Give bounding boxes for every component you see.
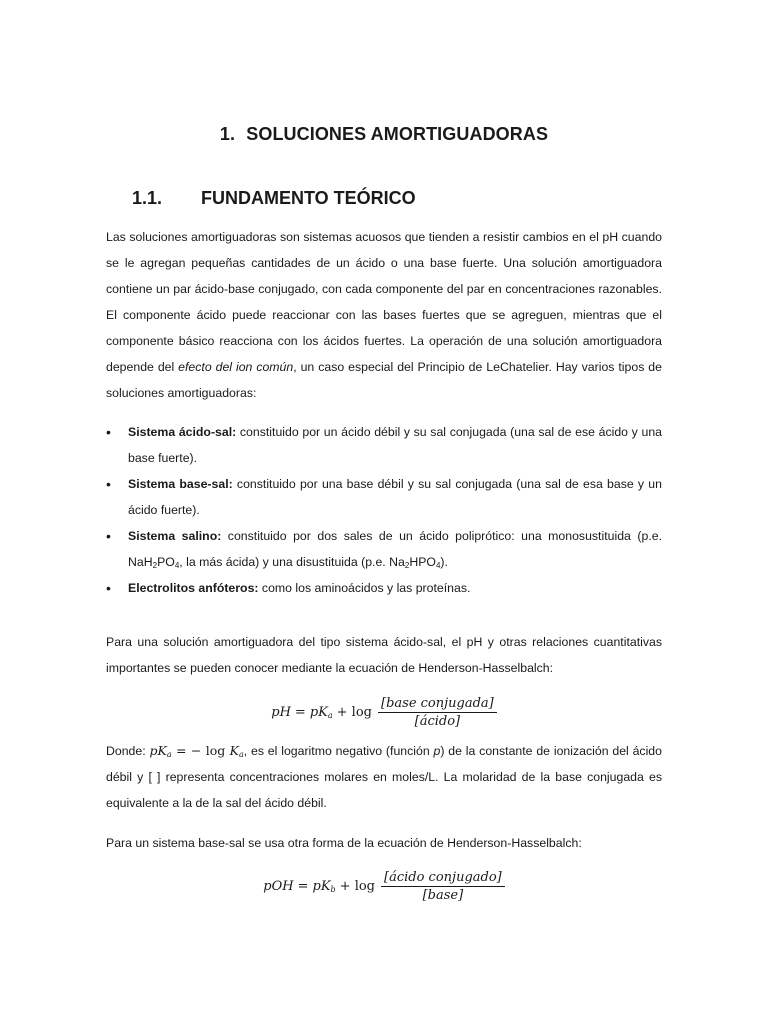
list-item	[106, 471, 662, 523]
list-item-title: Sistema base-sal:	[128, 477, 233, 491]
math-pk: pK	[149, 743, 167, 758]
eq-denominator: [ácido]	[414, 714, 461, 729]
subscript: 4	[435, 561, 441, 570]
paragraph-text: , es el logaritmo negativo (función	[243, 744, 434, 758]
eq-fraction	[378, 696, 497, 729]
subscript: 4	[174, 561, 180, 570]
eq-lhs: pOH	[263, 879, 294, 894]
section-heading	[132, 188, 416, 209]
eq-pk-sub: a	[327, 711, 333, 720]
list-item-title: Electrolitos anfóteros:	[128, 581, 259, 595]
list-item	[106, 419, 662, 471]
list-item	[106, 575, 662, 601]
henderson-intro-paragraph	[106, 629, 662, 681]
intro-text-a: Las soluciones amortiguadoras son sistemas acuosos que tienden a resistir cambios en el pH cuando se le agregan pequeñas cantidades de un ácido o una base fuerte. Una solución amortiguadora contiene un par ácido-base conjugado, con cada componente del par en concentraciones razonables. El componente ácido puede reaccionar con las bases fuertes que se agreguen, mientras que el componente básico reacciona con los ácidos fuertes. La operación de una solución amortiguadora depende del	[106, 230, 662, 374]
paragraph-text: ) de la constante de ionización del ácido débil y [ ] representa concentraciones molares en moles/L. La molaridad de la base conjugada es equivalente a la de la sal del ácido débil.	[106, 744, 662, 810]
eq-numerator: [ácido conjugado]	[381, 870, 505, 887]
eq-lhs: pH	[271, 705, 291, 720]
list-item-title: Sistema salino:	[128, 529, 222, 543]
bullet-icon: •	[106, 476, 111, 492]
bullet-icon: •	[106, 424, 111, 440]
paragraph-text: Donde:	[106, 744, 150, 758]
list-item-title: Sistema ácido-sal:	[128, 425, 237, 439]
chapter-number: 1.	[219, 124, 236, 144]
list-item-text: constituido por un ácido débil y su sal conjugada (una sal de ese ácido y una base fuerte).	[128, 425, 662, 465]
eq-pk-sub: b	[330, 885, 336, 894]
chapter-heading	[0, 124, 768, 145]
eq-log: + log	[336, 705, 372, 720]
eq-denominator: [base]	[422, 888, 464, 903]
list-item-text: , la más ácida) y una disustituida (p.e. Na	[179, 555, 405, 569]
intro-paragraph	[106, 224, 662, 406]
bullet-icon: •	[106, 580, 111, 596]
intro-text-b: , un caso especial del Principio de LeChatelier. Hay varios tipos de soluciones amortiguadoras:	[106, 360, 662, 400]
paragraph-text: Para un sistema base-sal se usa otra forma de la ecuación de Henderson-Hasselbalch:	[106, 836, 582, 850]
buffer-types-list	[106, 419, 662, 601]
list-item-text: como los aminoácidos y las proteínas.	[258, 581, 471, 595]
list-item-text: constituido por dos sales de un ácido poliprótico: una monosustituida (p.e. NaH	[128, 529, 662, 569]
subscript: 2	[152, 561, 158, 570]
eq-pk: pK	[312, 879, 331, 894]
equation-ph	[0, 696, 768, 729]
subscript: a	[166, 750, 172, 759]
paragraph-text: Para una solución amortiguadora del tipo sistema ácido-sal, el pH y otras relaciones cuantitativas importantes se pueden conocer mediante la ecuación de Henderson-Hasselbalch:	[106, 635, 662, 675]
math-text: = − log	[171, 743, 230, 758]
eq-fraction	[381, 870, 505, 903]
list-item	[106, 523, 662, 575]
list-item-text: ).	[440, 555, 448, 569]
section-title: FUNDAMENTO TEÓRICO	[201, 188, 416, 208]
base-salt-paragraph	[106, 830, 662, 856]
definitions-paragraph	[106, 738, 662, 816]
list-item-text: PO	[157, 555, 175, 569]
equation-poh	[0, 870, 768, 903]
subscript: a	[238, 750, 244, 759]
eq-equals: =	[297, 879, 309, 894]
eq-numerator: [base conjugada]	[378, 696, 497, 713]
section-number: 1.1.	[132, 188, 163, 208]
intro-emphasis: efecto del ion común	[178, 360, 294, 374]
eq-log: + log	[339, 879, 376, 894]
eq-pk: pK	[309, 705, 328, 720]
chapter-title: SOLUCIONES AMORTIGUADORAS	[246, 124, 549, 144]
list-item-text: HPO	[409, 555, 436, 569]
bullet-icon: •	[106, 528, 111, 544]
math-k: K	[229, 743, 239, 758]
list-item-text: constituido por una base débil y su sal conjugada (una sal de esa base y un ácido fuerte).	[128, 477, 662, 517]
eq-equals: =	[294, 705, 306, 720]
emphasis-p: p	[433, 744, 441, 758]
subscript: 2	[404, 561, 410, 570]
